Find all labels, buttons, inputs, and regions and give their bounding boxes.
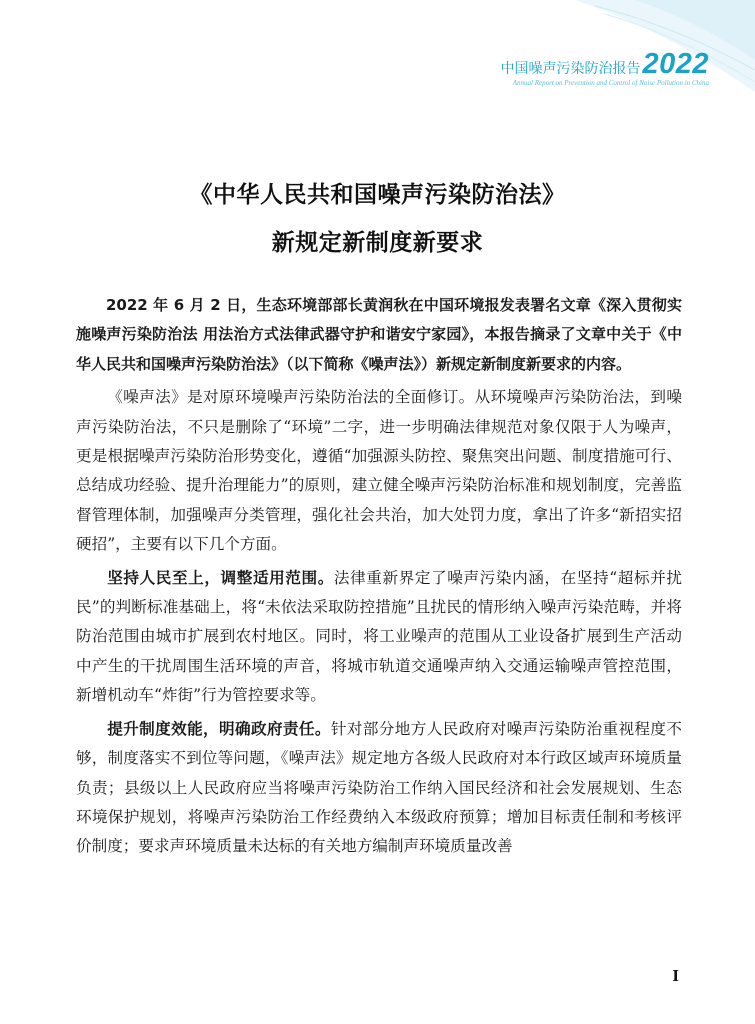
article-title-line2: 新规定新制度新要求	[271, 230, 484, 256]
paragraph-scope	[76, 564, 682, 711]
page-number: I	[672, 966, 679, 985]
paragraph-government-lead: 提升制度效能，明确政府责任。	[107, 719, 331, 738]
article-title-line1: 《中华人民共和国噪声污染防治法》	[189, 182, 566, 208]
report-year: 2022	[642, 48, 709, 80]
article-body	[76, 291, 682, 866]
paragraph-government	[76, 715, 682, 862]
paragraph-scope-lead: 坚持人民至上，调整适用范围。	[107, 568, 334, 587]
report-header	[500, 48, 709, 87]
intro-paragraph: 2022 年 6 月 2 日，生态环境部部长黄润秋在中国环境报发表署名文章《深入贯彻实施噪声污染防治法 用法治方式法律武器守护和谐安宁家园》，本报告摘录了文章中关于《中华人民共和国噪声污染防治法》（以下简称《噪声法》）新规定新制度新要求的内容。	[76, 296, 682, 373]
report-subtitle-en: Annual Report on Prevention and Control of Noise Pollution in China	[512, 79, 709, 87]
paragraph-overview: 《噪声法》是对原环境噪声污染防治法的全面修订。从环境噪声污染防治法，到噪声污染防治法，不只是删除了“环境”二字，进一步明确法律规范对象仅限于人为噪声，更是根据噪声污染防治形势变化，遵循“加强源头防控、聚焦突出问题、制度措施可行、总结成功经验、提升治理能力”的原则，建立健全噪声污染防治标准和规划制度，完善监督管理体制，加强噪声分类管理，强化社会共治，加大处罚力度，拿出了许多“新招实招硬招”，主要有以下几个方面。	[76, 388, 682, 554]
paragraph-scope-body: 法律重新界定了噪声污染内涵，在坚持“超标并扰民”的判断标准基础上，将“未依法采取防控措施”且扰民的情形纳入噪声污染范畴，并将防治范围由城市扩展到农村地区。同时，将工业噪声的范围从工业设备扩展到生产活动中产生的干扰周围生活环境的声音，将城市轨道交通噪声纳入交通运输噪声管控范围，新增机动车“炸街”行为管控要求等。	[76, 568, 682, 705]
report-title: 中国噪声污染防治报告	[500, 61, 641, 77]
paragraph-government-body: 针对部分地方人民政府对噪声污染防治重视程度不够，制度落实不到位等问题，《噪声法》规定地方各级人民政府对本行政区域声环境质量负责；县级以上人民政府应当将噪声污染防治工作纳入国民经济和社会发展规划、生态环境保护规划，将噪声污染防治工作经费纳入本级政府预算；增加目标责任制和考核评价制度；要求声环境质量未达标的有关地方编制声环境质量改善	[76, 719, 682, 856]
